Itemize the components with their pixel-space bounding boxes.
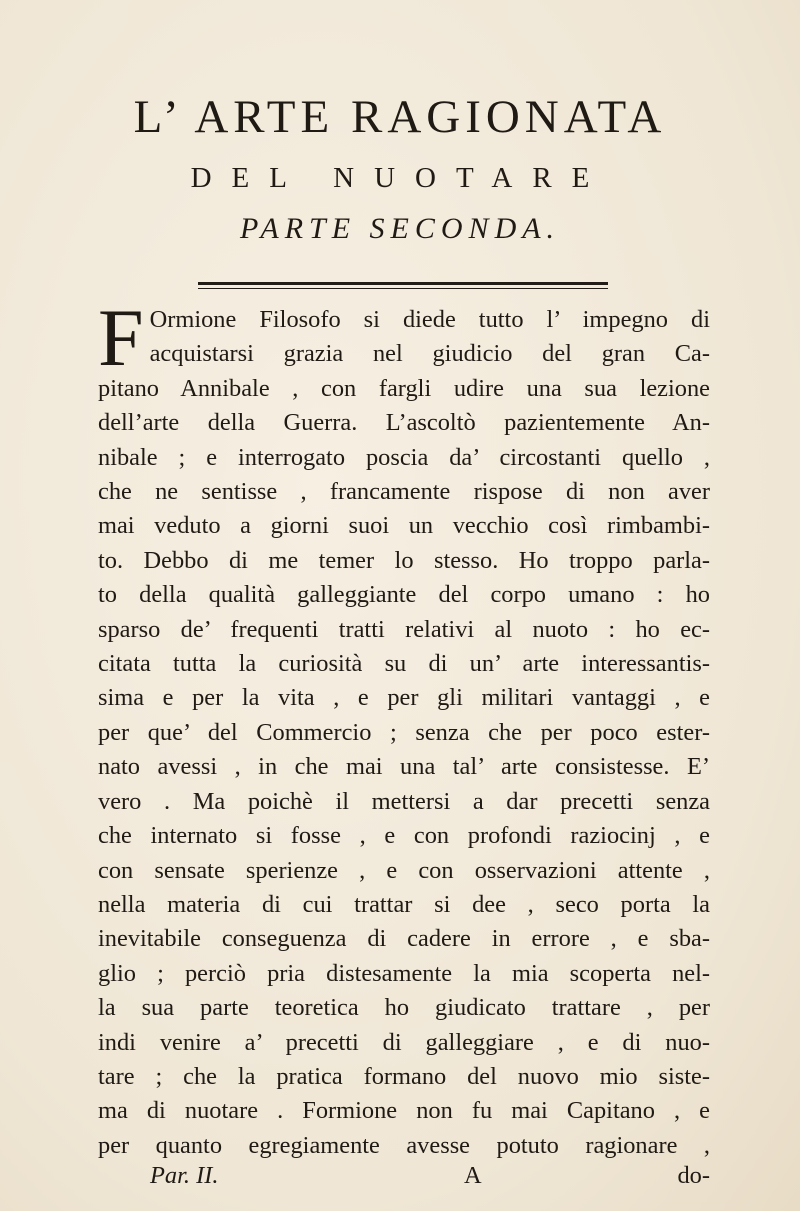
text-line: nibale ; e interrogato poscia da’ circostanti quello , bbox=[98, 443, 710, 471]
signature-mark: Par. II. bbox=[150, 1162, 219, 1189]
text-line: tare ; che la pratica formano del nuovo mio siste- bbox=[98, 1062, 710, 1090]
text-line: pitano Annibale , con fargli udire una sua lezione bbox=[98, 374, 710, 402]
page-subtitle: DEL NUOTARE bbox=[190, 162, 610, 194]
text-line: sparso de’ frequenti tratti relativi al nuoto : ho ec- bbox=[98, 615, 710, 643]
heading-rule-thin bbox=[198, 288, 608, 289]
text-line: glio ; perciò pria distesamente la mia scoperta nel- bbox=[98, 959, 710, 987]
text-line: indi venire a’ precetti di galleggiare , e di nuo- bbox=[98, 1028, 710, 1056]
text-line: inevitabile conseguenza di cadere in errore , e sba- bbox=[98, 925, 710, 953]
text-line: per quanto egregiamente avesse potuto ragionare , bbox=[98, 1131, 710, 1159]
text-line: la sua parte teoretica ho giudicato trattare , per bbox=[98, 994, 710, 1022]
part-heading: PARTE SECONDA. bbox=[239, 212, 561, 245]
text-line: vero . Ma poichè il mettersi a dar precetti senza bbox=[98, 787, 710, 815]
text-line: mai veduto a giorni suoi un vecchio così rimbambi- bbox=[98, 512, 710, 540]
text-line: to. Debbo di me temer lo stesso. Ho troppo parla- bbox=[98, 546, 710, 574]
text-line: nella materia di cui trattar si dee , seco porta la bbox=[98, 890, 710, 918]
text-line: ma di nuotare . Formione non fu mai Capitano , e bbox=[98, 1097, 710, 1125]
text-line: che internato si fosse , e con profondi raziocinj , e bbox=[98, 822, 710, 850]
text-line: dell’arte della Guerra. L’ascoltò pazientemente An- bbox=[98, 409, 710, 437]
drop-cap: F bbox=[98, 292, 144, 383]
catchword: do- bbox=[677, 1162, 710, 1189]
heading-rule bbox=[198, 282, 608, 285]
text-line: citata tutta la curiosità su di un’ arte interessantis- bbox=[98, 650, 710, 678]
text-line: nato avessi , in che mai una tal’ arte consistesse. E’ bbox=[98, 753, 710, 781]
text-line: per que’ del Commercio ; senza che per poco ester- bbox=[98, 718, 710, 746]
text-line: to della qualità galleggiante del corpo umano : ho bbox=[98, 581, 710, 609]
text-line: sima e per la vita , e per gli militari vantaggi , e bbox=[98, 684, 710, 712]
text-line: con sensate sperienze , e con osservazioni attente , bbox=[98, 856, 710, 884]
body-text bbox=[98, 292, 710, 1163]
text-line: acquistarsi grazia nel giudicio del gran Ca- bbox=[149, 340, 710, 368]
text-line: che ne sentisse , francamente rispose di non aver bbox=[98, 478, 710, 506]
page-title: L’ ARTE RAGIONATA bbox=[133, 91, 667, 143]
leaf-mark: A bbox=[464, 1162, 482, 1189]
text-line: Ormione Filosofo si diede tutto l’ impegno di bbox=[149, 306, 710, 333]
